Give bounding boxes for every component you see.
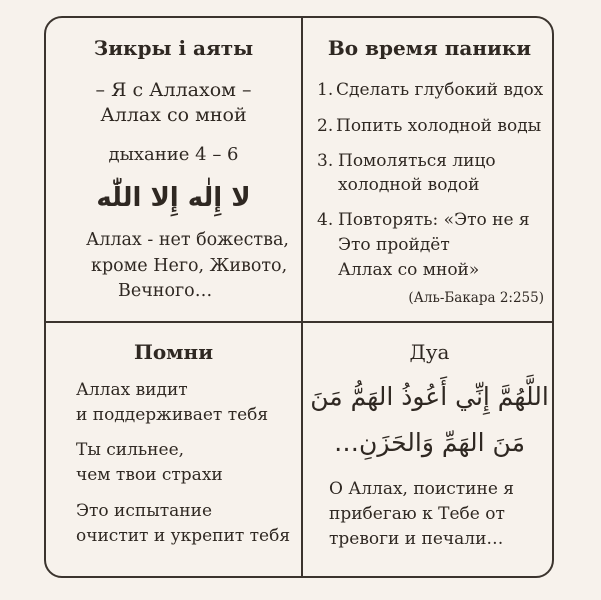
arabic-shahada: لا إِلٰه إِلا اللّٰه — [96, 183, 251, 213]
step-text-continued: Это пройдёт — [338, 235, 450, 255]
meaning-line-2: кроме Него, Живото, — [91, 256, 288, 276]
dua-arabic-line-2: مَنَ الهَمِّ وَالحَزَنِ… — [334, 428, 525, 457]
dua-translation-line-2: прибегаю к Тебе от — [329, 504, 505, 524]
reminder-line: Аллах видит — [76, 380, 188, 400]
reminder-line: Это испытание — [76, 501, 213, 521]
step-number: 1. — [317, 80, 334, 100]
step-text: Повторять: «Это не я — [338, 210, 530, 230]
step-text-continued: холодной водой — [338, 175, 480, 195]
dua-arabic-line-1: اللَّهُمَّ إِنِّي أَعُوذُ الهَمُّ مَنَ — [310, 382, 549, 411]
horizontal-divider — [46, 321, 552, 323]
quran-reference: (Аль-Бакара 2:255) — [408, 290, 544, 306]
breathing-instruction: дыхание 4 – 6 — [108, 144, 239, 165]
step-number: 3. — [317, 151, 334, 171]
dhikr-section-title: Зикры і аяты — [93, 36, 254, 60]
step-text: Помоляться лицо — [338, 151, 496, 171]
vertical-divider — [301, 18, 303, 576]
meaning-line-1: Аллах - нет божества, — [86, 230, 289, 250]
step-number: 2. — [317, 116, 334, 136]
reminder-line: и поддерживает тебя — [76, 405, 269, 425]
step-text-continued: Аллах со мной» — [338, 260, 480, 280]
reminder-line: чем твои страхи — [76, 465, 223, 485]
reminder-line: Ты сильнее, — [76, 440, 185, 460]
step-number: 4. — [317, 210, 334, 230]
panic-section-title: Во время паники — [327, 36, 532, 60]
remember-section-title: Помни — [133, 340, 214, 364]
dhikr-line-1: – Я с Аллахом – — [95, 79, 252, 101]
meaning-line-3: Вечного… — [118, 281, 213, 301]
dua-translation-line-3: тревоги и печали… — [329, 529, 504, 549]
reminder-line: очистит и укрепит тебя — [76, 526, 291, 546]
dhikr-line-2: Аллах со мной — [100, 104, 247, 126]
dhikr-card — [44, 16, 554, 578]
step-text: Сделать глубокий вдох — [336, 80, 544, 100]
dua-translation-line-1: О Аллах, поистине я — [329, 479, 515, 499]
dua-section-title: Дуа — [409, 340, 450, 364]
step-text: Попить холодной воды — [336, 116, 542, 136]
